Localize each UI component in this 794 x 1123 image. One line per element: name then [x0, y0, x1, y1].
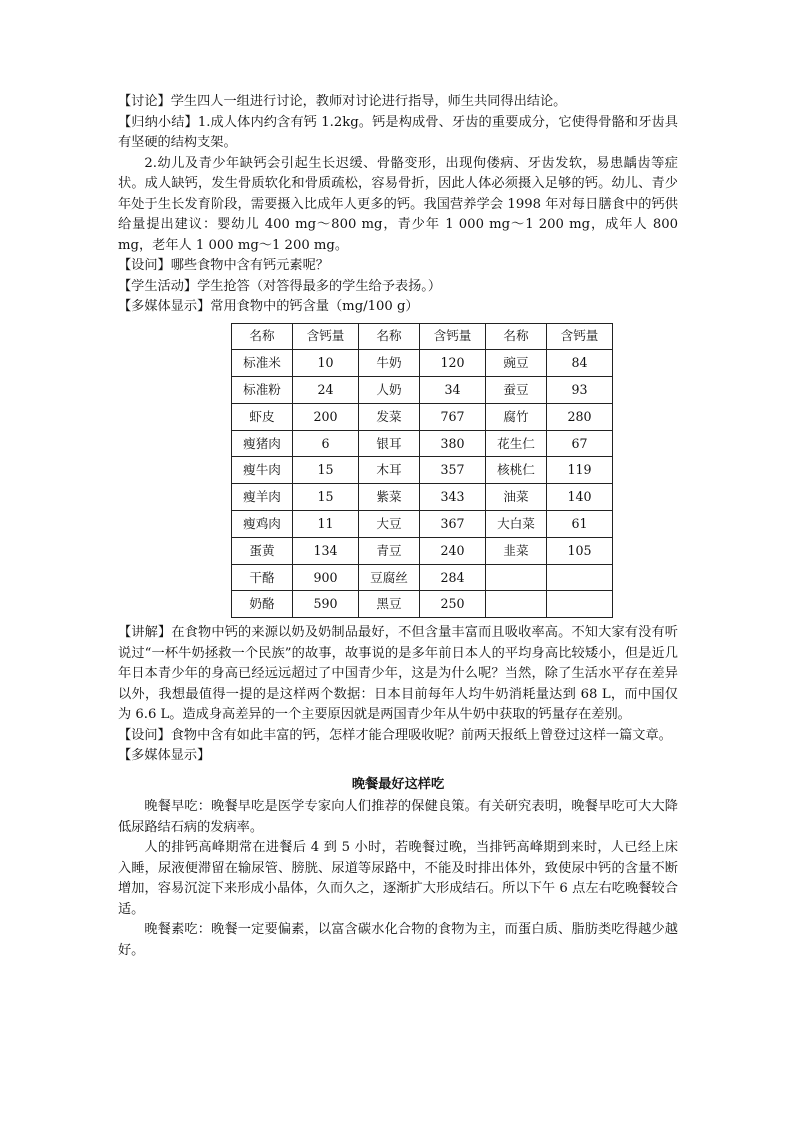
food-name-cell: 虾皮 [232, 403, 293, 430]
table-row [232, 511, 613, 538]
food-name-cell [486, 591, 547, 618]
table-header-cell: 含钙量 [420, 323, 486, 350]
table-row [232, 564, 613, 591]
food-name-cell: 银耳 [359, 430, 420, 457]
calcium-value-cell: 357 [420, 457, 486, 484]
calcium-value-cell: 34 [420, 377, 486, 404]
calcium-value-cell: 119 [547, 457, 613, 484]
food-name-cell: 牛奶 [359, 350, 420, 377]
food-name-cell: 瘦牛肉 [232, 457, 293, 484]
calcium-value-cell: 61 [547, 511, 613, 538]
food-name-cell: 标准粉 [232, 377, 293, 404]
question-paragraph-1: 【设问】哪些食物中含有钙元素呢？ [118, 258, 329, 273]
calcium-value-cell: 6 [293, 430, 359, 457]
table-row [232, 403, 613, 430]
calcium-value-cell: 240 [420, 537, 486, 564]
food-name-cell: 豌豆 [486, 350, 547, 377]
food-name-cell: 发菜 [359, 403, 420, 430]
calcium-value-cell [547, 564, 613, 591]
table-row [232, 430, 613, 457]
table-row [232, 537, 613, 564]
calcium-value-cell: 140 [547, 484, 613, 511]
table-row [232, 591, 613, 618]
table-header-row [232, 323, 613, 350]
calcium-value-cell: 250 [420, 591, 486, 618]
food-name-cell: 韭菜 [486, 537, 547, 564]
summary-paragraph-2: 2.幼儿及青少年缺钙会引起生长迟缓、骨骼变形，出现佝偻病、牙齿发软，易患龋齿等症状。成人缺钙，发生骨质软化和骨质疏松，容易骨折，因此人体必须摄入足够的钙。幼儿、青少年处于生长发育阶段，需要摄入比成年人更多的钙。我国营养学会 1998 年对每日膳食中的钙供给量提出建议：婴幼儿 400 mg～800 mg，青少年 1 000 mg～1 200 mg，成年人 800 mg，老年人 1 000 mg～1 200 mg。 [118, 155, 678, 253]
calcium-value-cell: 280 [547, 403, 613, 430]
table-row [232, 457, 613, 484]
calcium-value-cell: 590 [293, 591, 359, 618]
calcium-value-cell: 120 [420, 350, 486, 377]
table-header-cell: 名称 [232, 323, 293, 350]
food-name-cell: 核桃仁 [486, 457, 547, 484]
food-name-cell: 花生仁 [486, 430, 547, 457]
food-name-cell: 豆腐丝 [359, 564, 420, 591]
calcium-value-cell [547, 591, 613, 618]
calcium-table [231, 323, 613, 619]
calcium-value-cell: 767 [420, 403, 486, 430]
student-activity-paragraph: 【学生活动】学生抢答（对答得最多的学生给予表扬。） [118, 278, 442, 294]
food-name-cell: 紫菜 [359, 484, 420, 511]
article-title: 晚餐最好这样吃 [351, 776, 445, 792]
calcium-value-cell: 200 [293, 403, 359, 430]
table-row [232, 377, 613, 404]
calcium-value-cell: 15 [293, 484, 359, 511]
calcium-value-cell: 284 [420, 564, 486, 591]
food-name-cell: 蚕豆 [486, 377, 547, 404]
food-name-cell: 瘦羊肉 [232, 484, 293, 511]
question-paragraph-2: 【设问】食物中含有如此丰富的钙，怎样才能合理吸收呢？前两天报纸上曾登过这样一篇文章。 [118, 727, 672, 743]
calcium-value-cell: 380 [420, 430, 486, 457]
food-name-cell: 腐竹 [486, 403, 547, 430]
discussion-paragraph: 【讨论】学生四人一组进行讨论，教师对讨论进行指导，师生共同得出结论。 [118, 94, 567, 109]
food-name-cell: 大豆 [359, 511, 420, 538]
multimedia-caption: 【多媒体显示】常用食物中的钙含量（mg/100 g） [118, 299, 419, 314]
calcium-value-cell: 134 [293, 537, 359, 564]
multimedia-label: 【多媒体显示】 [118, 748, 211, 764]
article-paragraph-1: 晚餐早吃：晚餐早吃是医学专家向人们推荐的保健良策。有关研究表明，晚餐早吃可大大降低尿路结石病的发病率。 [118, 799, 678, 835]
food-name-cell: 黑豆 [359, 591, 420, 618]
calcium-value-cell: 900 [293, 564, 359, 591]
calcium-value-cell: 10 [293, 350, 359, 377]
table-row [232, 350, 613, 377]
food-name-cell: 蛋黄 [232, 537, 293, 564]
table-body [232, 350, 613, 618]
calcium-value-cell: 67 [547, 430, 613, 457]
food-name-cell [486, 564, 547, 591]
food-name-cell: 青豆 [359, 537, 420, 564]
food-name-cell: 瘦鸡肉 [232, 511, 293, 538]
calcium-value-cell: 105 [547, 537, 613, 564]
calcium-value-cell: 93 [547, 377, 613, 404]
calcium-value-cell: 15 [293, 457, 359, 484]
table-header-cell: 名称 [359, 323, 420, 350]
calcium-value-cell: 11 [293, 511, 359, 538]
food-name-cell: 标准米 [232, 350, 293, 377]
article-paragraph-2: 人的排钙高峰期常在进餐后 4 到 5 小时，若晚餐过晚，当排钙高峰期到来时，人已经上床入睡，尿液便滞留在输尿管、膀胱、尿道等尿路中，不能及时排出体外，致使尿中钙的含量不断增加，容易沉淀下来形成小晶体，久而久之，逐渐扩大形成结石。所以下午 6 点左右吃晚餐较合适。 [118, 840, 678, 917]
table-header-cell: 名称 [486, 323, 547, 350]
table-row [232, 484, 613, 511]
document-page [118, 92, 678, 961]
lecture-paragraph: 【讲解】在食物中钙的来源以奶及奶制品最好，不但含量丰富而且吸收率高。不知大家有没有听说过“一杯牛奶拯救一个民族”的故事，故事说的是多年前日本人的平均身高比较矮小，但是近几年日本青少年的身高已经远远超过了中国青少年，这是为什么呢？当然，除了生活水平存在差异以外，我想最值得一提的是这样两个数据：日本目前每年人均牛奶消耗量达到 68 L，而中国仅为 6.6 L。造成身高差异的一个主要原因就是两国青少年从牛奶中获取的钙量存在差别。 [118, 625, 678, 723]
food-name-cell: 瘦猪肉 [232, 430, 293, 457]
calcium-value-cell: 84 [547, 350, 613, 377]
table-header-cell: 含钙量 [293, 323, 359, 350]
article-paragraph-3: 晚餐素吃：晚餐一定要偏素，以富含碳水化合物的食物为主，而蛋白质、脂肪类吃得越少越好。 [118, 922, 678, 958]
food-name-cell: 油菜 [486, 484, 547, 511]
calcium-value-cell: 343 [420, 484, 486, 511]
food-name-cell: 干酪 [232, 564, 293, 591]
food-name-cell: 奶酪 [232, 591, 293, 618]
food-name-cell: 木耳 [359, 457, 420, 484]
summary-paragraph-1: 【归纳小结】1.成人体内约含有钙 1.2kg。钙是构成骨、牙齿的重要成分，它使得骨骼和牙齿具有坚硬的结构支架。 [118, 114, 678, 150]
food-name-cell: 大白菜 [486, 511, 547, 538]
calcium-value-cell: 24 [293, 377, 359, 404]
table-header-cell: 含钙量 [547, 323, 613, 350]
food-name-cell: 人奶 [359, 377, 420, 404]
calcium-value-cell: 367 [420, 511, 486, 538]
